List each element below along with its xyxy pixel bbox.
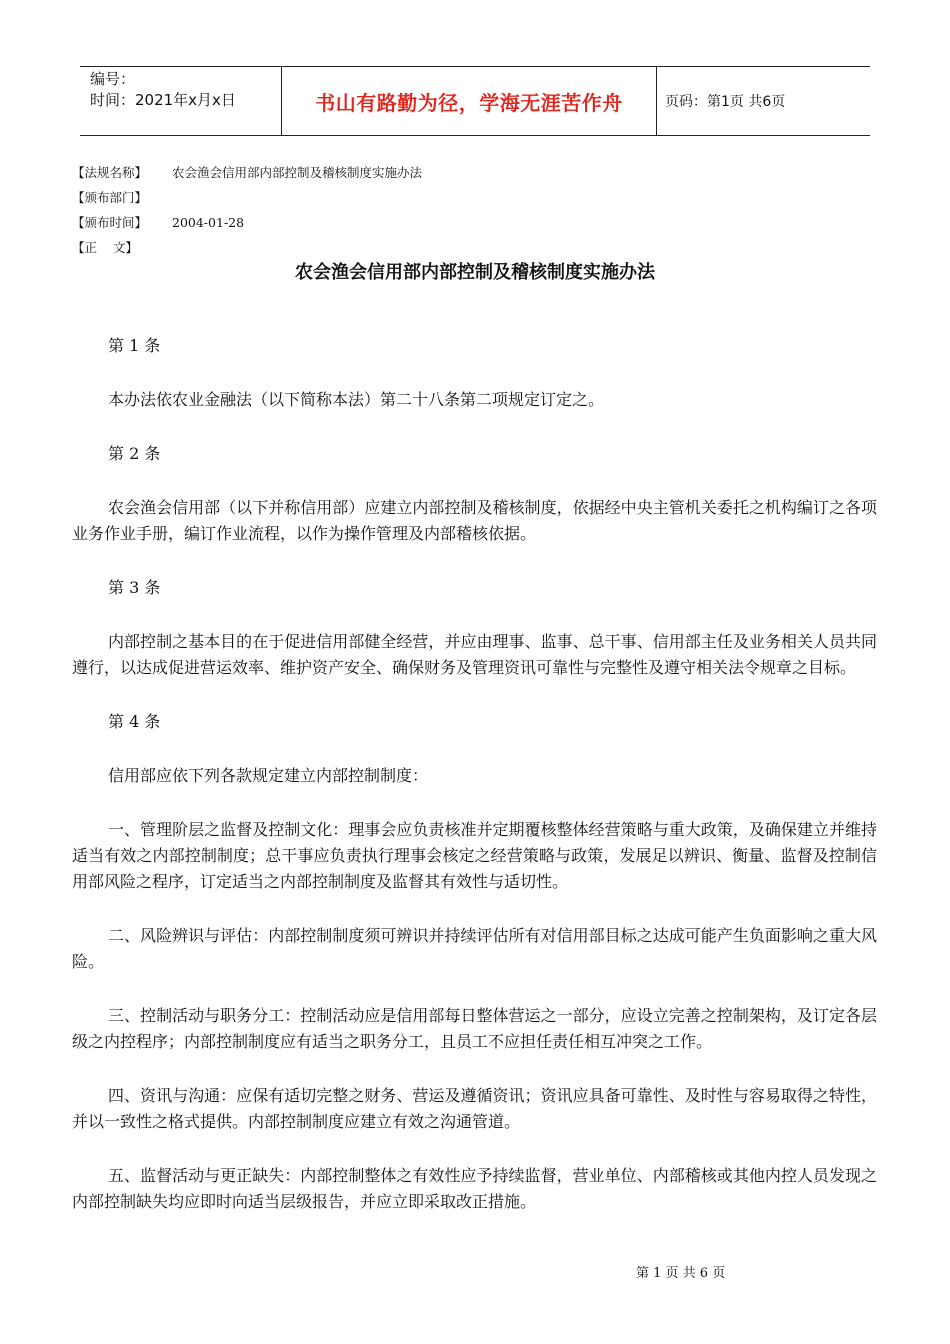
meta-label: 【颁布部门】 bbox=[72, 190, 148, 205]
meta-label: 【法规名称】 bbox=[72, 165, 148, 180]
document-title: 农会渔会信用部内部控制及稽核制度实施办法 bbox=[295, 262, 655, 283]
article-paragraph: 三、控制活动与职务分工：控制活动应是信用部每日整体营运之一部分，应设立完善之控制架构，及订定各层级之内控程序；内部控制制度应有适当之职务分工，且员工不应担任责任相互冲突之工作。 bbox=[72, 1006, 877, 1051]
document-body bbox=[72, 333, 877, 1243]
article-heading: 第 3 条 bbox=[108, 578, 161, 597]
article-paragraph: 一、管理阶层之监督及控制文化：理事会应负责核准并定期覆核整体经营策略与重大政策，及确保建立并维持适当有效之内部控制制度；总干事应负责执行理事会核定之经营策略与政策，发展足以辨识、衡量、监督及控制信用部风险之程序，订定适当之内部控制制度及监督其有效性与适切性。 bbox=[72, 820, 877, 891]
number-label: 编号： bbox=[90, 70, 136, 88]
meta-row bbox=[72, 210, 422, 235]
meta-value: 2004-01-28 bbox=[172, 215, 245, 230]
article-heading: 第 1 条 bbox=[108, 336, 161, 355]
article-paragraph: 四、资讯与沟通：应保有适切完整之财务、营运及遵循资讯；资讯应具备可靠性、及时性与容易取得之特性，并以一致性之格式提供。内部控制制度应建立有效之沟通管道。 bbox=[72, 1086, 877, 1131]
page-header bbox=[80, 66, 870, 136]
article-paragraph: 本办法依农业金融法（以下简称本法）第二十八条第二项规定订定之。 bbox=[108, 390, 605, 409]
document-meta bbox=[72, 160, 422, 260]
article-paragraph: 内部控制之基本目的在于促进信用部健全经营，并应由理事、监事、总干事、信用部主任及业务相关人员共同遵行，以达成促进营运效率、维护资产安全、确保财务及管理资讯可靠性与完整性及遵守相关法令规章之目标。 bbox=[72, 632, 877, 677]
meta-label: 【正 文】 bbox=[72, 240, 138, 255]
article-heading: 第 2 条 bbox=[108, 444, 161, 463]
meta-row bbox=[72, 160, 422, 185]
article-paragraph: 信用部应依下列各款规定建立内部控制制度： bbox=[108, 766, 429, 785]
header-page-code: 页码：第1页 共6页 bbox=[665, 94, 786, 110]
time-label: 时间：2021年x月x日 bbox=[90, 91, 236, 109]
meta-row bbox=[72, 185, 422, 210]
header-info bbox=[80, 67, 282, 135]
header-motto: 书山有路勤为径，学海无涯苦作舟 bbox=[282, 67, 657, 135]
article-paragraph: 农会渔会信用部（以下并称信用部）应建立内部控制及稽核制度，依据经中央主管机关委托之机构编订之各项业务作业手册，编订作业流程，以作为操作管理及内部稽核依据。 bbox=[72, 498, 877, 543]
article-paragraph: 二、风险辨识与评估：内部控制制度须可辨识并持续评估所有对信用部目标之达成可能产生负面影响之重大风险。 bbox=[72, 926, 877, 971]
article-paragraph: 五、监督活动与更正缺失：内部控制整体之有效性应予持续监督，营业单位、内部稽核或其他内控人员发现之内部控制缺失均应即时向适当层级报告，并应立即采取改正措施。 bbox=[72, 1166, 877, 1211]
page-footer: 第 1 页 共 6 页 bbox=[636, 1266, 726, 1281]
meta-row bbox=[72, 235, 422, 260]
meta-label: 【颁布时间】 bbox=[72, 215, 148, 230]
article-heading: 第 4 条 bbox=[108, 712, 161, 731]
meta-value: 农会渔会信用部内部控制及稽核制度实施办法 bbox=[172, 165, 423, 180]
